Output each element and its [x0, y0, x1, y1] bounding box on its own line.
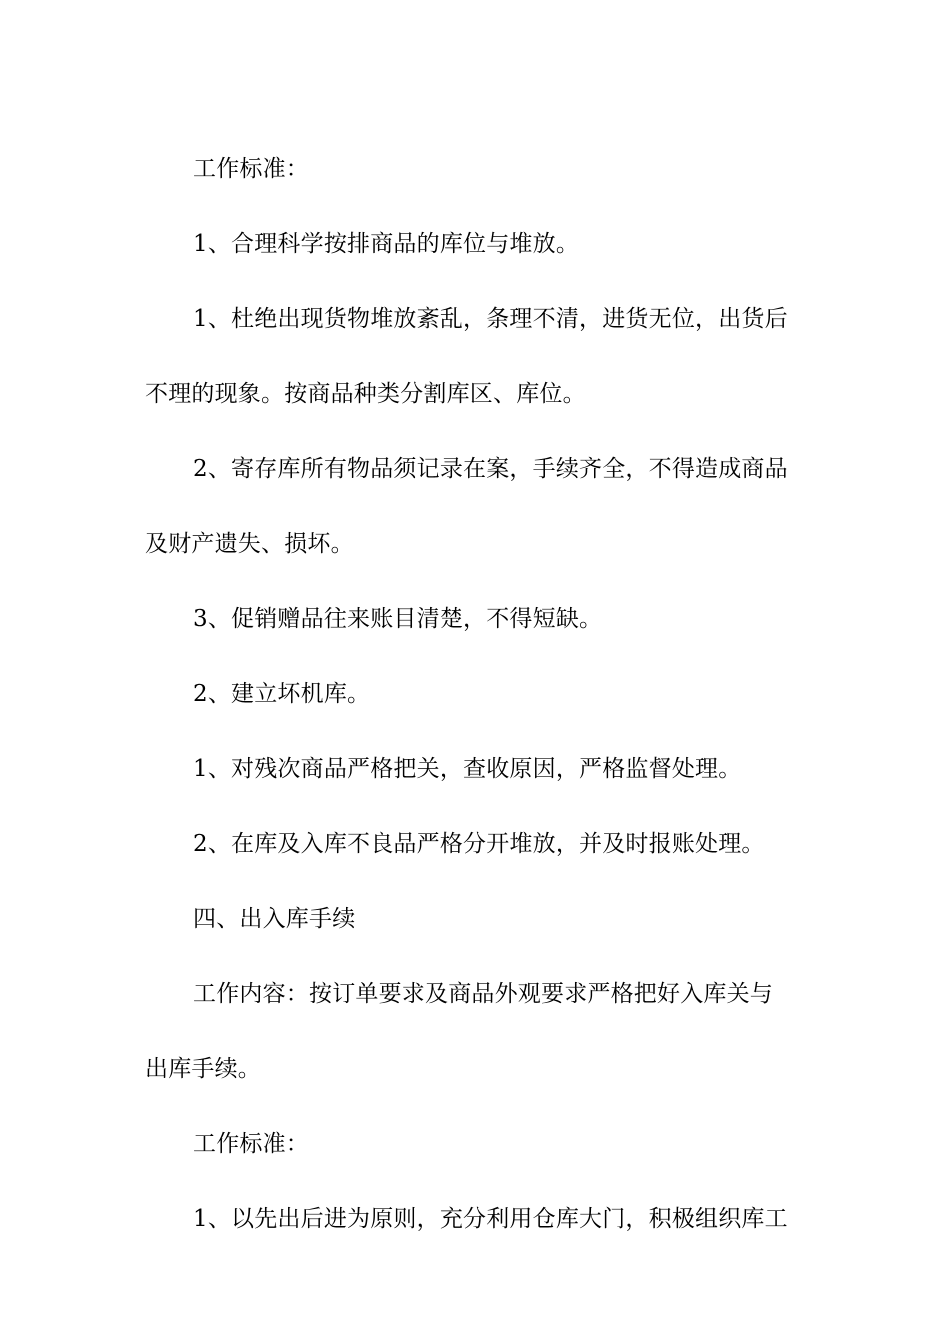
- paragraph-storage-arrangement: [145, 207, 810, 282]
- paragraph-defect-warehouse: [145, 657, 810, 732]
- paragraph-line: 2、在库及入库不良品严格分开堆放，并及时报账处理。: [193, 831, 765, 857]
- paragraph-line: 工作标准：: [193, 1131, 309, 1157]
- paragraph-line: 工作内容：按订单要求及商品外观要求严格把好入库关与: [193, 981, 773, 1007]
- paragraph-line: 1、杜绝出现货物堆放紊乱，条理不清，进货无位，出货后: [193, 306, 788, 332]
- paragraph-fifo-principle: [145, 1182, 810, 1257]
- paragraph-work-content: [145, 957, 810, 1107]
- paragraph-line: 1、以先出后进为原则，充分利用仓库大门，积极组织库工: [193, 1206, 788, 1232]
- paragraph-avoid-disorder: [145, 282, 810, 432]
- paragraph-line: 1、合理科学按排商品的库位与堆放。: [193, 231, 580, 257]
- paragraph-line: 出库手续。: [145, 1056, 261, 1082]
- paragraph-defect-control: [145, 732, 810, 807]
- paragraph-work-standard-heading-2: [145, 1107, 810, 1182]
- paragraph-line: 3、促销赠品往来账目清楚，不得短缺。: [193, 606, 603, 632]
- paragraph-line: 2、建立坏机库。: [193, 681, 371, 707]
- paragraph-line: 四、出入库手续: [193, 906, 356, 932]
- paragraph-line: 1、对残次商品严格把关，查收原因，严格监督处理。: [193, 756, 742, 782]
- section-heading-inout-procedures: [145, 882, 810, 957]
- paragraph-line: 2、寄存库所有物品须记录在案，手续齐全，不得造成商品: [193, 456, 788, 482]
- paragraph-consignment-records: [145, 432, 810, 582]
- paragraph-promo-gifts: [145, 582, 810, 657]
- paragraph-line: 不理的现象。按商品种类分割库区、库位。: [145, 381, 586, 407]
- paragraph-line: 工作标准：: [193, 156, 309, 182]
- paragraph-defect-separation: [145, 807, 810, 882]
- paragraph-line: 及财产遗失、损坏。: [145, 531, 354, 557]
- document-body: [145, 132, 810, 1257]
- paragraph-work-standard-heading: [145, 132, 810, 207]
